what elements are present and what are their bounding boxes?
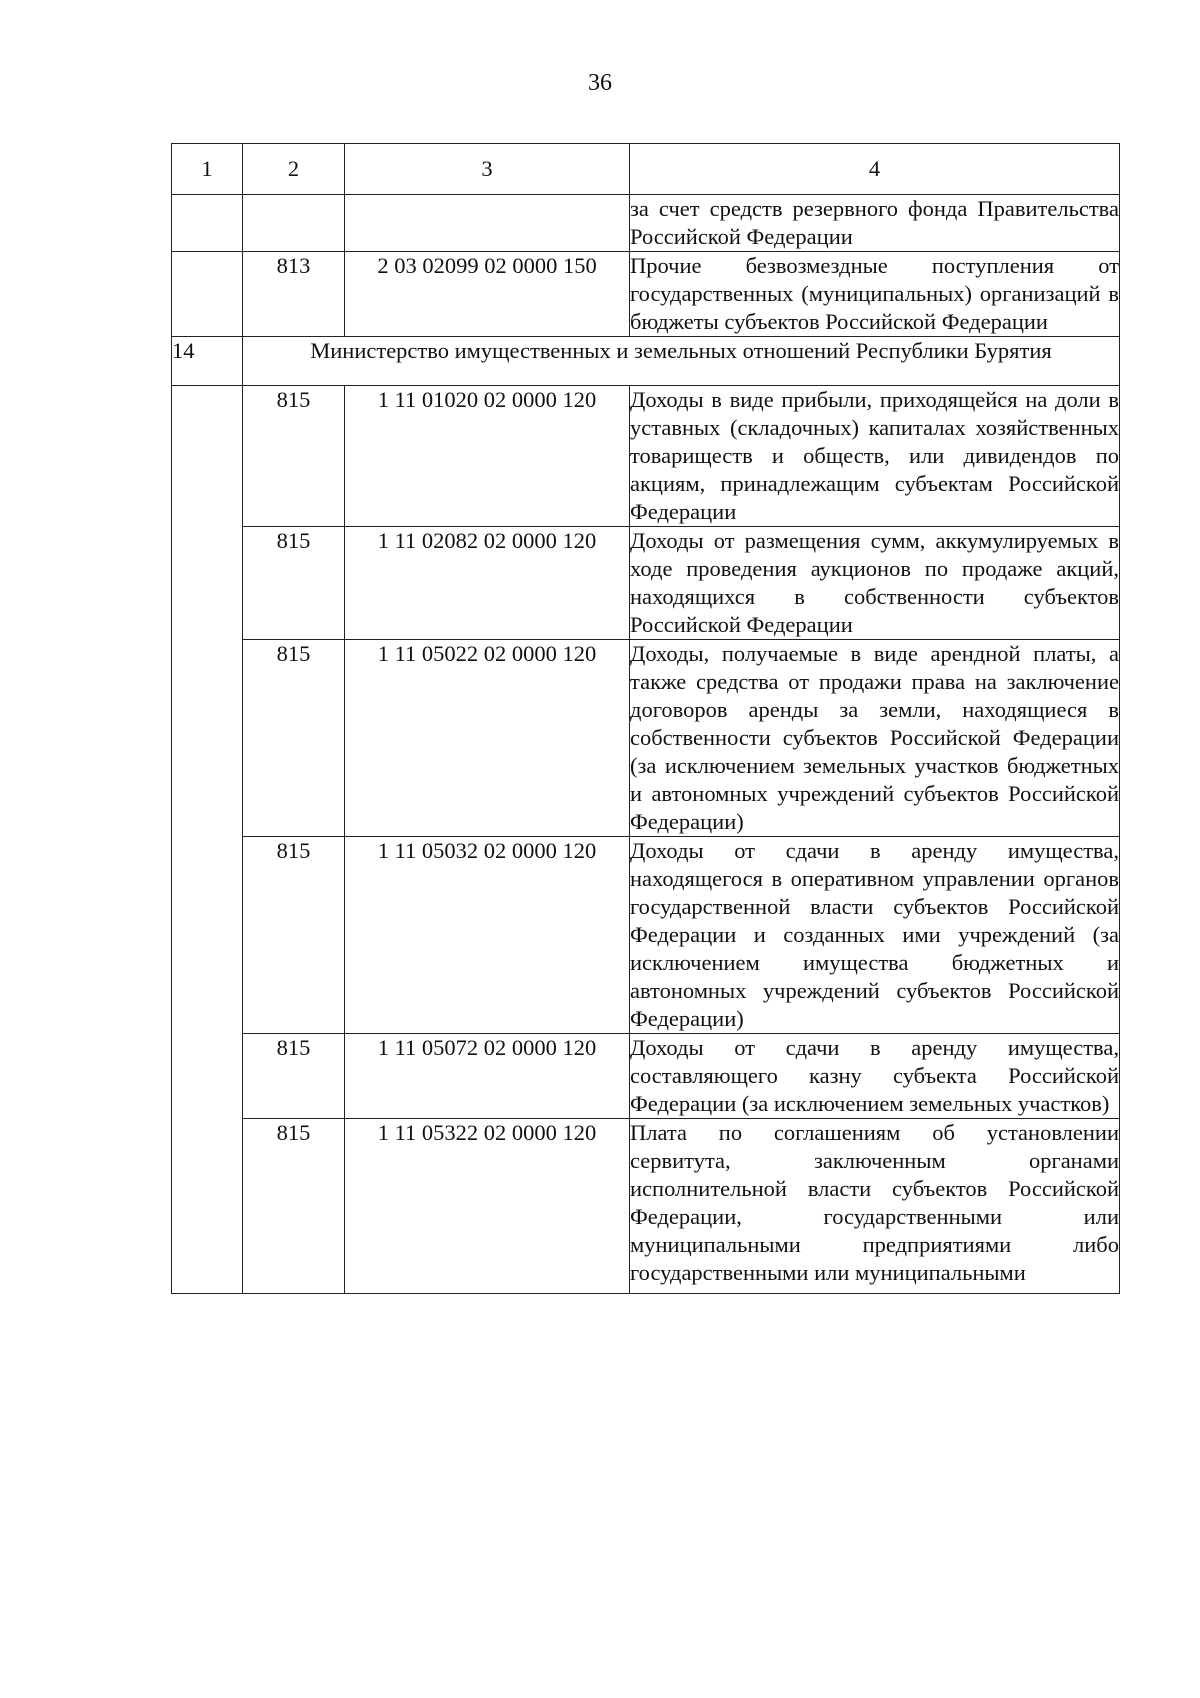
- income-codes-table: [171, 143, 1120, 1294]
- income-code: 1 11 05032 02 0000 120: [345, 837, 630, 1034]
- table-row: [172, 1034, 1120, 1119]
- header-col-3: 3: [345, 144, 630, 195]
- income-description: Доходы от размещения сумм, аккумулируемых в ходе проведения аукционов по продаже акций, находящихся в собственности субъектов Российской Федерации: [630, 527, 1120, 640]
- income-description: Доходы от сдачи в аренду имущества, находящегося в оперативном управлении органов государственной власти субъектов Российской Федерации и созданных ими учреждений (за исключением имущества бюджетных и автономных учреждений субъектов Российской Федерации): [630, 837, 1120, 1034]
- income-description: Плата по соглашениям об установлении сервитута, заключенным органами исполнительной власти субъектов Российской Федерации, государственными или муниципальными предприятиями либо государственными или муниципальными: [630, 1119, 1120, 1294]
- table-row: [172, 252, 1120, 337]
- continuation-description: за счет средств резервного фонда Правительства Российской Федерации: [630, 195, 1120, 252]
- admin-code: 815: [243, 386, 345, 527]
- admin-code: 815: [243, 1034, 345, 1119]
- header-col-4: 4: [630, 144, 1120, 195]
- admin-code: 813: [243, 252, 345, 337]
- income-code: 2 03 02099 02 0000 150: [345, 252, 630, 337]
- admin-code: 815: [243, 527, 345, 640]
- table-row: [172, 1119, 1120, 1294]
- section-row: [172, 337, 1120, 386]
- empty-cell: [172, 252, 243, 337]
- admin-code: 815: [243, 837, 345, 1034]
- table-row: [172, 837, 1120, 1034]
- table-row: [172, 527, 1120, 640]
- empty-cell: [243, 195, 345, 252]
- admin-code: 815: [243, 1119, 345, 1294]
- section-span-cell: [172, 386, 243, 1294]
- section-number: 14: [172, 337, 243, 386]
- table-row-continuation: [172, 195, 1120, 252]
- table-row: [172, 640, 1120, 837]
- income-description: Доходы от сдачи в аренду имущества, составляющего казну субъекта Российской Федерации (за исключением земельных участков): [630, 1034, 1120, 1119]
- income-code: 1 11 01020 02 0000 120: [345, 386, 630, 527]
- income-code: 1 11 05072 02 0000 120: [345, 1034, 630, 1119]
- empty-cell: [172, 195, 243, 252]
- table-header-row: [172, 144, 1120, 195]
- income-description: Прочие безвозмездные поступления от государственных (муниципальных) организаций в бюджеты субъектов Российской Федерации: [630, 252, 1120, 337]
- income-code: 1 11 05322 02 0000 120: [345, 1119, 630, 1294]
- empty-cell: [345, 195, 630, 252]
- income-description: Доходы, получаемые в виде арендной платы, а также средства от продажи права на заключение договоров аренды за земли, находящиеся в собственности субъектов Российской Федерации (за исключением земельных участков бюджетных и автономных учреждений субъектов Российской Федерации): [630, 640, 1120, 837]
- income-code: 1 11 05022 02 0000 120: [345, 640, 630, 837]
- income-code: 1 11 02082 02 0000 120: [345, 527, 630, 640]
- page-number: 36: [588, 70, 612, 96]
- table-row: [172, 386, 1120, 527]
- header-col-1: 1: [172, 144, 243, 195]
- income-description: Доходы в виде прибыли, приходящейся на доли в уставных (складочных) капиталах хозяйственных товариществ и обществ, или дивидендов по акциям, принадлежащим субъектам Российской Федерации: [630, 386, 1120, 527]
- section-title: Министерство имущественных и земельных отношений Республики Бурятия: [243, 337, 1120, 386]
- admin-code: 815: [243, 640, 345, 837]
- header-col-2: 2: [243, 144, 345, 195]
